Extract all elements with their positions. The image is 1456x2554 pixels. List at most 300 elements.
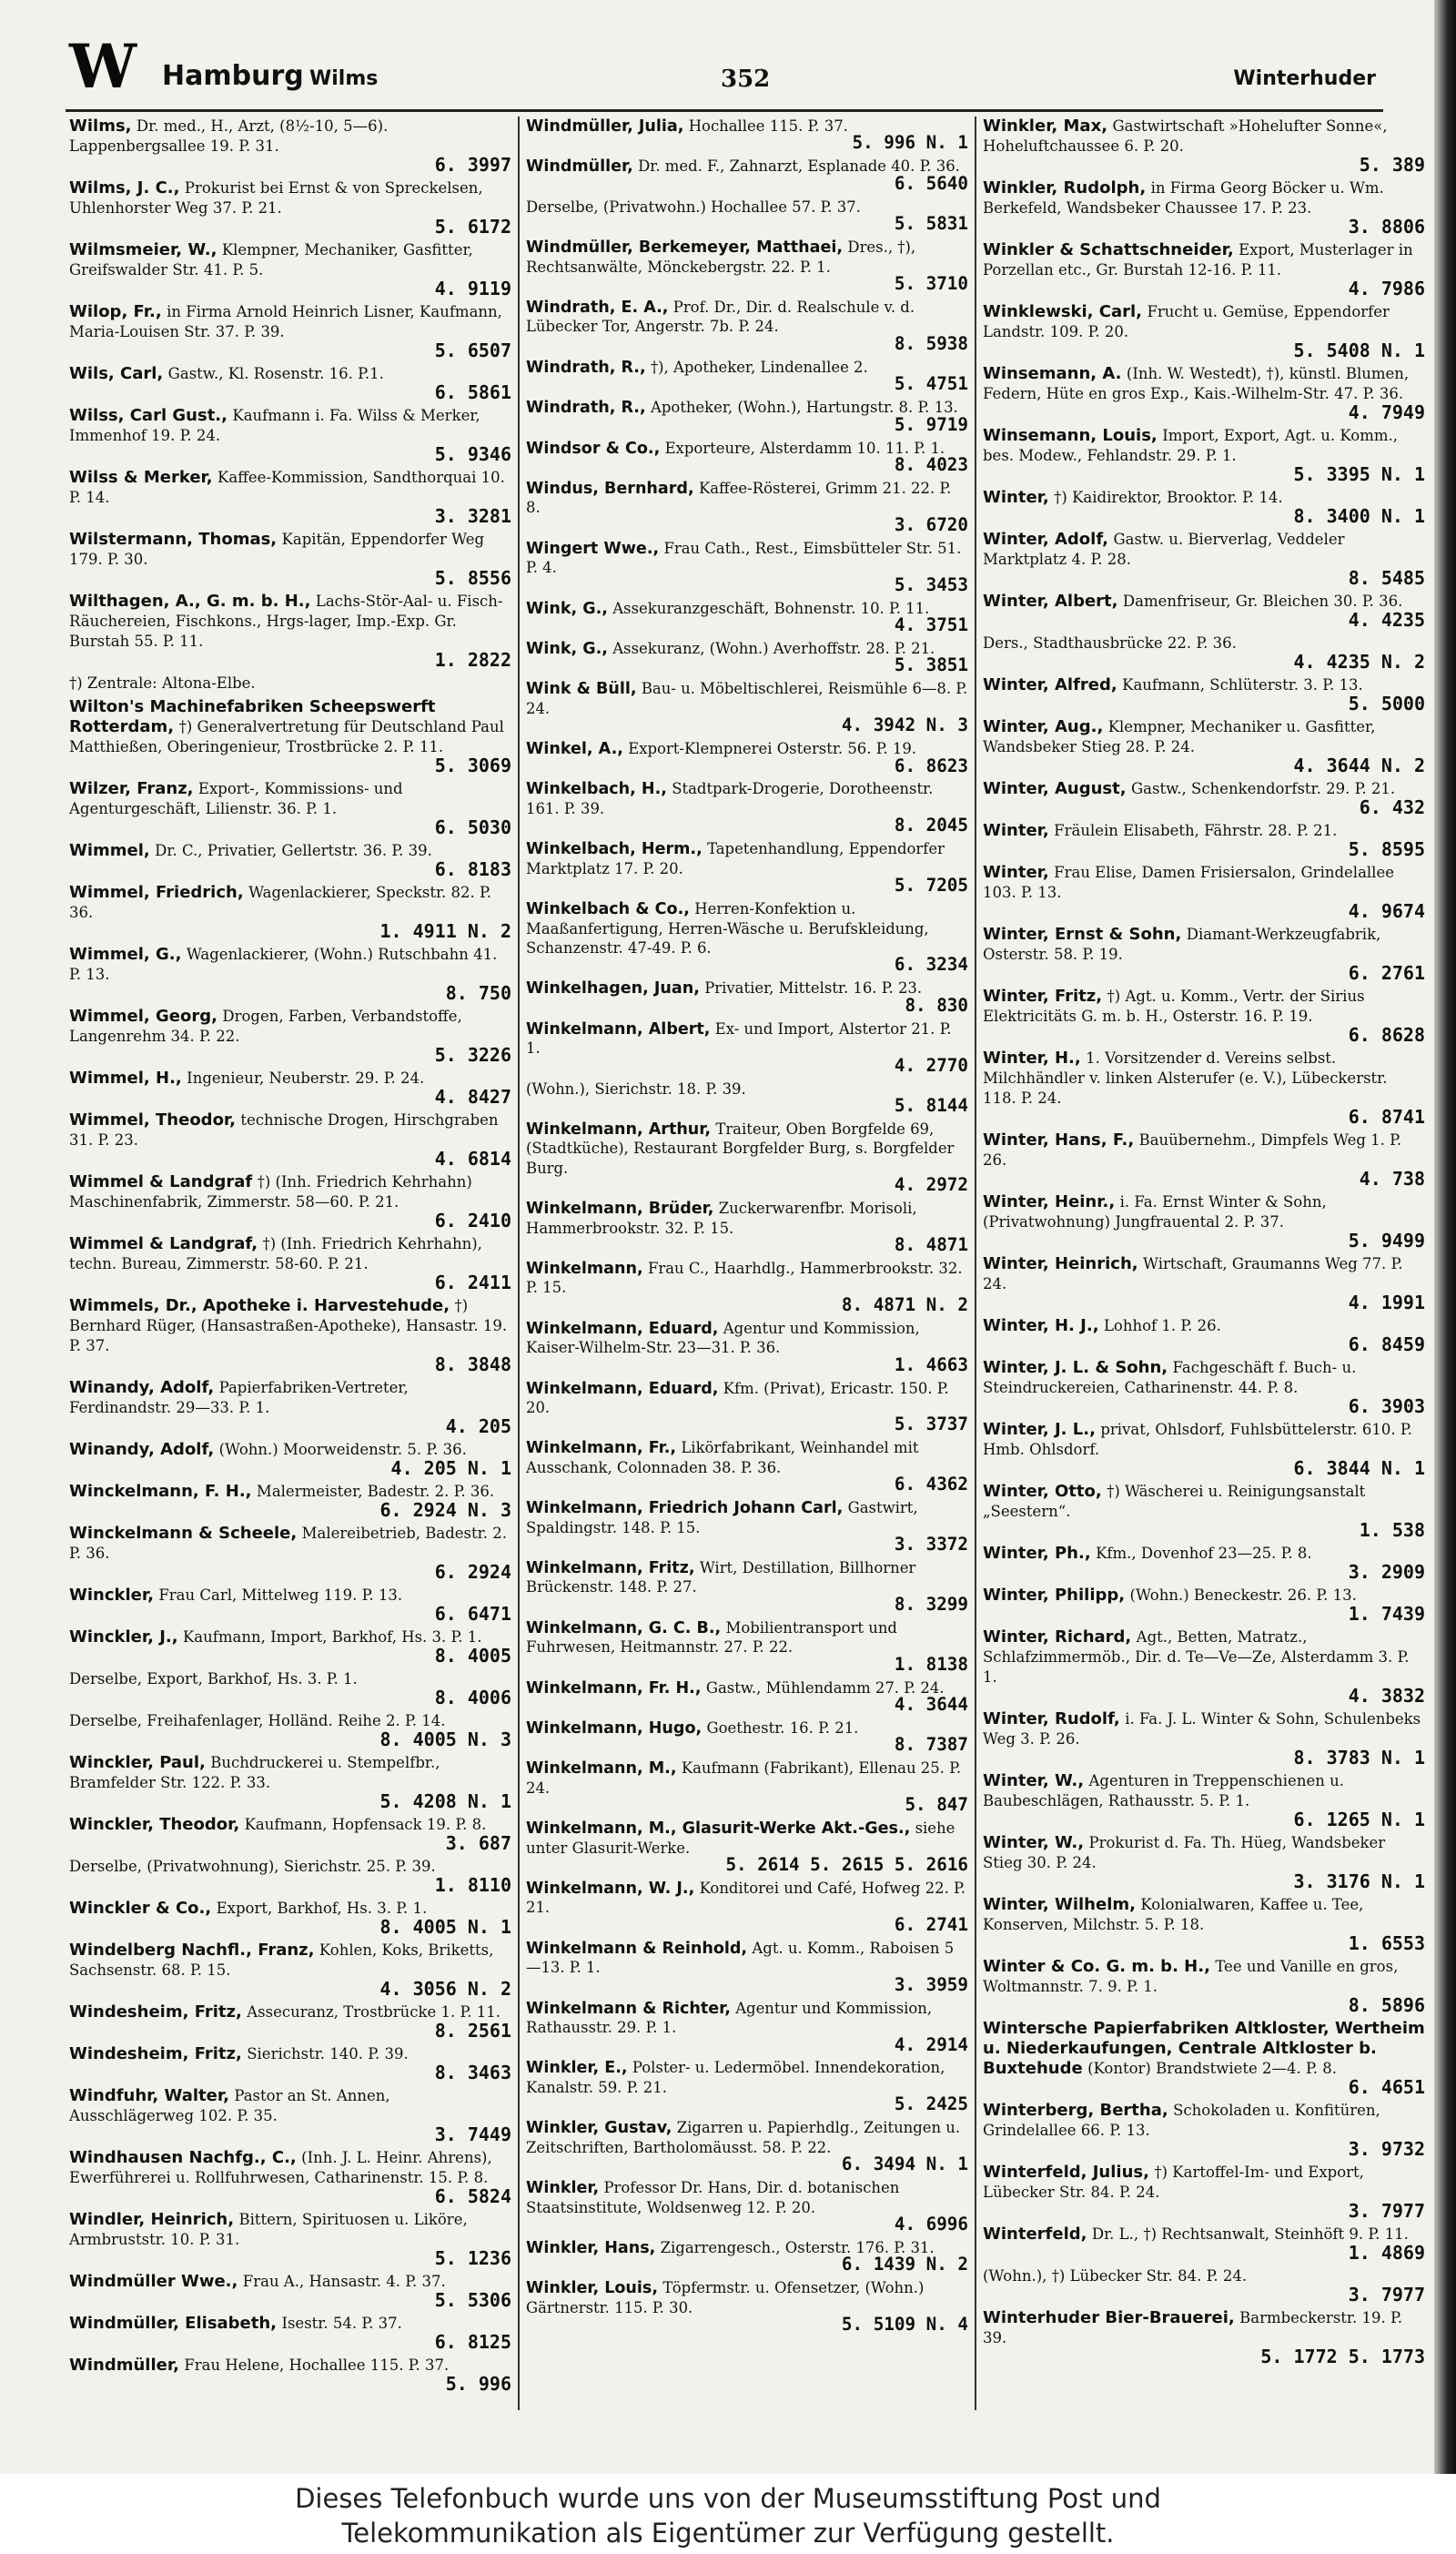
directory-entry bbox=[69, 1234, 511, 1296]
entry-phone: 5. 6507 bbox=[434, 340, 511, 361]
entry-name: Winter, H., bbox=[983, 1049, 1081, 1068]
entry-name: Windrath, R., bbox=[526, 358, 646, 377]
entry-description: Zuckerwarenfbr. Morisoli, Hammerbrookstr. 32. P. 15. bbox=[526, 1200, 917, 1237]
directory-entry bbox=[983, 675, 1425, 717]
entry-name: Winter, Wilhelm, bbox=[983, 1895, 1136, 1914]
directory-entry bbox=[526, 2278, 968, 2338]
entry-phone: 5. 996 bbox=[445, 2373, 511, 2395]
entry-phone: 5. 3737 bbox=[894, 1414, 968, 1435]
column-2 bbox=[526, 117, 968, 2410]
entry-name: Windsor & Co., bbox=[526, 439, 661, 458]
entry-phone: 5. 8595 bbox=[1348, 838, 1425, 860]
entry-phone: 6. 1439 N. 2 bbox=[841, 2254, 968, 2275]
directory-entry bbox=[526, 1120, 968, 1199]
entry-name: Winter, Ernst & Sohn, bbox=[983, 925, 1182, 944]
entry-phone: 1. 4663 bbox=[894, 1353, 968, 1375]
entry-name: Winter, Rudolf, bbox=[983, 1709, 1120, 1728]
entry-name: Wink, G., bbox=[526, 639, 608, 658]
entry-description: Dr. C., Privatier, Gellertstr. 36. P. 39. bbox=[155, 842, 432, 859]
entry-name: Wilzer, Franz, bbox=[69, 779, 194, 798]
entry-name: Windmüller, bbox=[69, 2356, 179, 2375]
entry-name: Winter, August, bbox=[983, 779, 1127, 798]
range-to: Winterhuder bbox=[1233, 67, 1376, 90]
entry-name: Winckelmann & Scheele, bbox=[69, 1524, 298, 1543]
entry-phone: 6. 2410 bbox=[434, 1210, 511, 1231]
entry-name: Winter, Heinr., bbox=[983, 1192, 1116, 1211]
header-rule bbox=[66, 109, 1383, 112]
entry-description: Kaufmann, Hopfensack 19. P. 8. bbox=[244, 1816, 487, 1833]
entry-name: Wingert Wwe., bbox=[526, 539, 660, 558]
entry-description: Agentur und Kommission, Kaiser-Wilhelm-Str. 23—31. P. 36. bbox=[526, 1319, 920, 1357]
directory-entry bbox=[526, 1019, 968, 1079]
directory-entry bbox=[69, 592, 511, 674]
entry-description: Derselbe, (Privatwohn.) Hochallee 57. P. 37. bbox=[526, 198, 861, 216]
scan-edge bbox=[1434, 0, 1456, 2474]
entry-phone: 5. 996 N. 1 bbox=[852, 132, 968, 154]
entry-phone: 1. 4911 N. 2 bbox=[379, 920, 511, 942]
entry-description: Frau Cath., Rest., Eimsbütteler Str. 51. P. 4. bbox=[526, 539, 962, 577]
entry-phone: 4. 205 N. 1 bbox=[390, 1457, 511, 1479]
entry-description: siehe unter Glasurit-Werke. bbox=[526, 1819, 956, 1857]
entry-description: (Wohn.), †) Lübecker Str. 84. P. 24. bbox=[983, 2267, 1248, 2285]
directory-entry bbox=[983, 1627, 1425, 1709]
directory-entry bbox=[983, 925, 1425, 987]
entry-phone: 3. 7977 bbox=[1348, 2200, 1425, 2222]
entry-phone: 5. 3069 bbox=[434, 755, 511, 776]
entry-name: Winter, W., bbox=[983, 1771, 1085, 1790]
entry-name: Wimmel & Landgraf, bbox=[69, 1234, 258, 1253]
entry-name: Windmüller, bbox=[526, 157, 633, 177]
entry-description: Konditorei und Café, Hofweg 22. P. 21. bbox=[526, 1880, 966, 1917]
entry-phone: 5. 9719 bbox=[894, 413, 968, 435]
directory-entry bbox=[526, 839, 968, 899]
entry-name: Winterfeld, Julius, bbox=[983, 2163, 1149, 2182]
directory-entry bbox=[983, 1586, 1425, 1627]
entry-phone: 6. 4362 bbox=[894, 1474, 968, 1495]
entry-name: Winkler, Rudolph, bbox=[983, 178, 1147, 198]
directory-entry bbox=[69, 2272, 511, 2314]
entry-name: Winkelmann, bbox=[526, 1259, 643, 1278]
entry-description: Frau A., Hansastr. 4. P. 37. bbox=[242, 2273, 446, 2290]
directory-entry bbox=[983, 1049, 1425, 1130]
entry-phone: 8. 2561 bbox=[434, 2020, 511, 2042]
directory-entry bbox=[69, 779, 511, 841]
directory-entry bbox=[983, 779, 1425, 821]
directory-entry bbox=[69, 240, 511, 302]
entry-name: Windus, Bernhard, bbox=[526, 479, 694, 498]
entry-phone: 3. 8806 bbox=[1348, 216, 1425, 238]
entry-phone: 4. 3056 N. 2 bbox=[379, 1978, 511, 2000]
entry-description: Kolonialwaren, Kaffee u. Tee, Konserven, Milchstr. 5. P. 18. bbox=[983, 1896, 1364, 1933]
entry-phone: 5. 5109 N. 4 bbox=[841, 2314, 968, 2336]
entry-phone: 4. 3832 bbox=[1348, 1685, 1425, 1707]
entry-phone: 3. 6720 bbox=[894, 513, 968, 535]
column-3 bbox=[983, 117, 1425, 2410]
entry-name: Winkelmann, W. J., bbox=[526, 1880, 695, 1898]
entry-name: Winkelbach & Co., bbox=[526, 900, 690, 919]
directory-entry bbox=[69, 697, 511, 779]
entry-description: Dr. med., H., Arzt, (8½-10, 5—6). Lappenbergsallee 19. P. 31. bbox=[69, 117, 389, 155]
entry-description: †), Apotheker, Lindenallee 2. bbox=[650, 358, 868, 376]
entry-name: Wimmel, Theodor, bbox=[69, 1110, 237, 1130]
entry-description: Export-, Kommissions- und Agenturgeschäft, Lilienstr. 36. P. 1. bbox=[69, 780, 403, 817]
entry-phone: 1. 8138 bbox=[894, 1653, 968, 1675]
entry-description: Gastw., Schenkendorfstr. 29. P. 21. bbox=[1131, 780, 1396, 797]
entry-name: Windesheim, Fritz, bbox=[69, 2044, 242, 2063]
entry-phone: 8. 2045 bbox=[894, 815, 968, 836]
entry-phone: 3. 7449 bbox=[434, 2123, 511, 2145]
entry-description: Isestr. 54. P. 37. bbox=[281, 2315, 402, 2332]
directory-entry bbox=[983, 633, 1425, 675]
entry-name: Winter, Adolf, bbox=[983, 530, 1109, 549]
directory-entry bbox=[526, 1939, 968, 1999]
entry-phone: 8. 3848 bbox=[434, 1353, 511, 1375]
directory-entry bbox=[69, 1711, 511, 1753]
directory-entry bbox=[69, 945, 511, 1007]
directory-entry bbox=[526, 1199, 968, 1259]
entry-description: †) Agt. u. Komm., Vertr. der Sirius Elektricitäts G. m. b. H., Osterstr. 16. P. 19. bbox=[983, 988, 1365, 1025]
entry-phone: 6. 4651 bbox=[1348, 2076, 1425, 2098]
entry-name: Winkelmann, Fr., bbox=[526, 1439, 677, 1458]
entry-description: i. Fa. Ernst Winter & Sohn, (Privatwohnung) Jungfrauental 2. P. 37. bbox=[983, 1193, 1327, 1231]
entry-name: Winterfeld, bbox=[983, 2225, 1087, 2244]
entry-phone: 4. 3942 N. 3 bbox=[841, 715, 968, 736]
entry-name: Winkelbach, H., bbox=[526, 780, 667, 799]
entry-description: Wagenlackierer, (Wohn.) Rutschbahn 41. P. 13. bbox=[69, 946, 498, 983]
entry-description: †) Generalvertretung für Deutschland Paul Matthießen, Oberingenieur, Trostbrücke 2. P. 11. bbox=[69, 718, 504, 755]
entry-description: Kaufmann i. Fa. Wilss & Merker, Immenhof 19. P. 24. bbox=[69, 407, 480, 444]
entry-description: Stadtpark-Drogerie, Dorotheenstr. 161. P. 39. bbox=[526, 780, 934, 817]
entry-description: Kaufmann (Fabrikant), Ellenau 25. P. 24. bbox=[526, 1759, 962, 1797]
directory-entry bbox=[526, 599, 968, 639]
entry-description: Herren-Konfektion u. Maaßanfertigung, Herren-Wäsche u. Berufskleidung, Schanzenstr. 47-49. P. 6. bbox=[526, 900, 929, 957]
entry-phone: 6. 8628 bbox=[1348, 1024, 1425, 1046]
entry-name: Wimmel & Landgraf bbox=[69, 1172, 253, 1191]
directory-entry bbox=[526, 1379, 968, 1439]
entry-phone: 3. 9732 bbox=[1348, 2138, 1425, 2160]
entry-name: Winter, Richard, bbox=[983, 1627, 1132, 1647]
entry-name: Wimmel, G., bbox=[69, 945, 182, 964]
entry-phone: 8. 4006 bbox=[434, 1687, 511, 1708]
entry-phone: 5. 389 bbox=[1359, 154, 1425, 176]
directory-entry bbox=[526, 1618, 968, 1678]
entry-description: Derselbe, Freihafenlager, Holländ. Reihe 2. P. 14. bbox=[69, 1712, 446, 1729]
entry-description: Prof. Dr., Dir. d. Realschule v. d. Lübecker Tor, Angerstr. 7b. P. 24. bbox=[526, 298, 915, 336]
entry-phone: 4. 3644 N. 2 bbox=[1293, 755, 1425, 776]
entry-phone: 6. 1265 N. 1 bbox=[1293, 1809, 1425, 1830]
entry-description: Malereibetrieb, Badestr. 2. P. 36. bbox=[69, 1525, 507, 1562]
column-divider bbox=[975, 117, 976, 2410]
entry-phone: 5. 9346 bbox=[434, 443, 511, 465]
entry-phone: 8. 4023 bbox=[894, 453, 968, 475]
entry-name: Wilop, Fr., bbox=[69, 302, 162, 321]
directory-entry bbox=[983, 821, 1425, 863]
entry-description: Goethestr. 16. P. 21. bbox=[706, 1719, 859, 1737]
entry-phone: 1. 4869 bbox=[1348, 2242, 1425, 2264]
entry-name: Winter, Fritz, bbox=[983, 987, 1103, 1006]
entry-phone: 6. 3494 N. 1 bbox=[841, 2154, 968, 2175]
entry-phone: 8. 3299 bbox=[894, 1593, 968, 1615]
entry-description: †) Kartoffel-Im- und Export, Lübecker Str. 84. P. 24. bbox=[983, 2164, 1364, 2201]
entry-phone: 4. 7949 bbox=[1348, 401, 1425, 423]
entry-name: Wilthagen, A., G. m. b. H., bbox=[69, 592, 311, 611]
entry-description: Prokurist bei Ernst & von Spreckelsen, Uhlenhorster Weg 37. P. 21. bbox=[69, 179, 483, 217]
entry-name: Winkelmann, Eduard, bbox=[526, 1319, 719, 1338]
entry-name: Winkelmann, Arthur, bbox=[526, 1120, 712, 1139]
entry-description: (Inh. J. L. Heinr. Ahrens), Ewerführerei u. Rollfuhrwesen, Catharinenstr. 15. P. 8. bbox=[69, 2149, 492, 2186]
directory-entry bbox=[983, 1316, 1425, 1358]
entry-name: Winsemann, A. bbox=[983, 364, 1122, 383]
directory-entry bbox=[983, 178, 1425, 240]
entry-description: Wagenlackierer, Speckstr. 82. P. 36. bbox=[69, 884, 492, 921]
entry-name: Winkelmann, Brüder, bbox=[526, 1200, 714, 1219]
directory-entry bbox=[69, 1524, 511, 1586]
entry-name: Winkler, Gustav, bbox=[526, 2119, 672, 2138]
entry-phone: 6. 8459 bbox=[1348, 1333, 1425, 1355]
entry-phone: 8. 750 bbox=[445, 982, 511, 1004]
entry-description: (Wohn.) Beneckestr. 26. P. 13. bbox=[1129, 1586, 1357, 1604]
directory-entry bbox=[526, 479, 968, 539]
directory-entry bbox=[526, 2058, 968, 2118]
entry-phone: 5. 4208 N. 1 bbox=[379, 1790, 511, 1812]
entry-name: Winter, Philipp, bbox=[983, 1586, 1126, 1605]
entry-phone: 5. 5408 N. 1 bbox=[1293, 340, 1425, 361]
entry-phone: 1. 7439 bbox=[1348, 1603, 1425, 1625]
directory-entry bbox=[69, 1669, 511, 1711]
footer-note bbox=[0, 2474, 1456, 2554]
directory-entry bbox=[983, 1130, 1425, 1192]
entry-name: Winter, Hans, F., bbox=[983, 1130, 1135, 1150]
entry-name: Windfuhr, Walter, bbox=[69, 2086, 229, 2105]
entry-phone: 5. 3453 bbox=[894, 573, 968, 595]
entry-name: Winkler & Schattschneider, bbox=[983, 240, 1234, 259]
entry-name: Winsemann, Louis, bbox=[983, 426, 1158, 445]
entry-name: Winkelmann, M., Glasurit-Werke Akt.-Ges., bbox=[526, 1819, 911, 1839]
directory-entry bbox=[983, 1358, 1425, 1420]
entry-phone: 5. 5000 bbox=[1348, 693, 1425, 715]
directory-entry bbox=[69, 1941, 511, 2002]
entry-phone: 3. 3281 bbox=[434, 505, 511, 527]
directory-entry bbox=[983, 302, 1425, 364]
directory-entry bbox=[69, 2044, 511, 2086]
directory-entry bbox=[69, 364, 511, 406]
entry-name: Winkelmann & Reinhold, bbox=[526, 1939, 748, 1958]
directory-entry bbox=[526, 117, 968, 157]
entry-name: Wimmel, H., bbox=[69, 1069, 182, 1088]
directory-entry bbox=[983, 1482, 1425, 1544]
entry-phone: 6. 5030 bbox=[434, 816, 511, 838]
entry-phone: 6. 2924 bbox=[434, 1561, 511, 1583]
entry-description: Barmbeckerstr. 19. P. 39. bbox=[983, 2309, 1402, 2346]
entry-description: Kaffee-Kommission, Sandthorquai 10. P. 14. bbox=[69, 469, 505, 506]
entry-phone: 8. 4871 bbox=[894, 1234, 968, 1255]
entry-phone: 6. 3844 N. 1 bbox=[1293, 1457, 1425, 1479]
entry-phone: 4. 4235 N. 2 bbox=[1293, 651, 1425, 673]
entry-description: Ingenieur, Neuberstr. 29. P. 24. bbox=[187, 1069, 425, 1087]
entry-description: Buchdruckerei u. Stempelfbr., Bramfelder Str. 122. P. 33. bbox=[69, 1754, 440, 1791]
entry-description: Mobilientransport und Fuhrwesen, Heitmannstr. 27. P. 22. bbox=[526, 1618, 897, 1657]
entry-description: Töpfermstr. u. Ofensetzer, (Wohn.) Gärtnerstr. 115. P. 30. bbox=[526, 2279, 925, 2316]
entry-description: Agenturen in Treppenschienen u. Baubeschlägen, Rathausstr. 5. P. 1. bbox=[983, 1772, 1344, 1809]
entry-name: Winkler, Max, bbox=[983, 117, 1108, 136]
entry-phone: 4. 4235 bbox=[1348, 609, 1425, 631]
directory-entry bbox=[526, 1558, 968, 1618]
directory-entry bbox=[983, 1957, 1425, 2019]
entry-name: Winkelmann, Friedrich Johann Carl, bbox=[526, 1499, 844, 1518]
directory-entry bbox=[983, 240, 1425, 302]
entry-name: Winckelmann, F. H., bbox=[69, 1482, 252, 1501]
directory-entry bbox=[526, 1999, 968, 2059]
entry-description: †) Wäscherei u. Reinigungsanstalt „Seestern“. bbox=[983, 1483, 1366, 1520]
directory-entry bbox=[69, 1378, 511, 1440]
entry-phone: 4. 6814 bbox=[434, 1148, 511, 1170]
footer-line-2: Telekommunikation als Eigentümer zur Verfügung gestellt. bbox=[341, 2518, 1115, 2549]
section-letter: W bbox=[69, 31, 137, 102]
entry-phone: 6. 8125 bbox=[434, 2331, 511, 2353]
entry-description: Kaufmann, Schlüterstr. 3. P. 13. bbox=[1122, 676, 1363, 694]
entry-description: Exporteure, Alsterdamm 10. 11. P. 1. bbox=[664, 439, 945, 457]
entry-phone: 5. 1772 5. 1773 bbox=[1260, 2346, 1425, 2367]
directory-entry bbox=[526, 298, 968, 358]
directory-entry bbox=[526, 2118, 968, 2178]
entry-name: Wils, Carl, bbox=[69, 364, 164, 383]
entry-description: privat, Ohlsdorf, Fuhlsbüttelerstr. 610. P. Hmb. Ohlsdorf. bbox=[983, 1421, 1412, 1458]
entry-name: Wilmsmeier, W., bbox=[69, 240, 217, 259]
entry-description: Frau C., Haarhdlg., Hammerbrookstr. 32. P. 15. bbox=[526, 1259, 963, 1297]
entry-phone: 4. 2914 bbox=[894, 2033, 968, 2055]
directory-entry bbox=[526, 2178, 968, 2238]
entry-name: Winckler & Co., bbox=[69, 1899, 212, 1918]
entry-description: Agt., Betten, Matratz., Schlafzimmermöb., Dir. d. Te—Ve—Ze, Alsterdamm 3. P. 1. bbox=[983, 1628, 1410, 1686]
entry-phone: 1. 8110 bbox=[434, 1874, 511, 1896]
entry-description: Frau Carl, Mittelweg 119. P. 13. bbox=[158, 1586, 403, 1604]
directory-entry bbox=[526, 978, 968, 1019]
entry-phone: 4. 205 bbox=[445, 1415, 511, 1437]
entry-description: Kohlen, Koks, Briketts, Sachsenstr. 68. P. 15. bbox=[69, 1941, 494, 1979]
directory-entry bbox=[983, 2266, 1425, 2308]
directory-entry bbox=[526, 679, 968, 739]
entry-name: Winckler, bbox=[69, 1586, 154, 1605]
entry-description: Fräulein Elisabeth, Fährstr. 28. P. 21. bbox=[1054, 822, 1338, 839]
footer-line-1: Dieses Telefonbuch wurde uns von der Museumsstiftung Post und bbox=[295, 2483, 1161, 2514]
directory-entry bbox=[69, 2210, 511, 2272]
entry-phone: 5. 847 bbox=[905, 1794, 968, 1816]
entry-description: Kfm., Dovenhof 23—25. P. 8. bbox=[1096, 1545, 1312, 1562]
range-from: Wilms bbox=[309, 67, 379, 90]
directory-entry bbox=[526, 439, 968, 479]
directory-entry bbox=[69, 406, 511, 468]
entry-description: Ex- und Import, Alstertor 21. P. 1. bbox=[526, 1019, 952, 1058]
entry-description: Likörfabrikant, Weinhandel mit Ausschank, Colonnaden 38. P. 36. bbox=[526, 1439, 919, 1476]
entry-name: Wimmel, Georg, bbox=[69, 1007, 217, 1026]
entry-description: Damenfriseur, Gr. Bleichen 30. P. 36. bbox=[1122, 593, 1403, 610]
entry-description: Export, Musterlager in Porzellan etc., Gr. Burstah 12-16. P. 11. bbox=[983, 241, 1413, 279]
entry-phone: 4. 9674 bbox=[1348, 900, 1425, 922]
entry-phone: 8. 830 bbox=[905, 994, 968, 1016]
entry-description: Zigarren u. Papierhdlg., Zeitungen u. Zeitschriften, Bartholomäusst. 58. P. 22. bbox=[526, 2119, 961, 2156]
directory-entry bbox=[69, 530, 511, 592]
directory-entry bbox=[69, 1069, 511, 1110]
entry-phone: 8. 4871 N. 2 bbox=[841, 1293, 968, 1315]
entry-description: Papierfabriken-Vertreter, Ferdinandstr. 29—33. P. 1. bbox=[69, 1379, 409, 1416]
entry-description: Pastor an St. Annen, Ausschlägerweg 102. P. 35. bbox=[69, 2087, 390, 2124]
directory-entry bbox=[526, 238, 968, 298]
entry-description: Privatier, Mittelstr. 16. P. 23. bbox=[704, 979, 923, 998]
directory-entry bbox=[983, 863, 1425, 925]
entry-description: Frucht u. Gemüse, Eppendorfer Landstr. 109. P. 20. bbox=[983, 303, 1390, 340]
directory-entry bbox=[69, 2314, 511, 2356]
entry-phone: 6. 432 bbox=[1359, 796, 1425, 818]
directory-entry bbox=[69, 2148, 511, 2210]
directory-entry bbox=[983, 1254, 1425, 1316]
directory-entry bbox=[69, 1857, 511, 1899]
entry-description: Tee und Vanille en gros, Woltmannstr. 7. 9. P. 1. bbox=[983, 1958, 1399, 1995]
entry-name: Winter, Aug., bbox=[983, 717, 1104, 736]
directory-entry bbox=[69, 2356, 511, 2397]
entry-phone: 6. 2741 bbox=[894, 1913, 968, 1935]
entry-name: Winkelhagen, Juan, bbox=[526, 979, 700, 998]
entry-name: Winkelmann & Richter, bbox=[526, 1999, 731, 2018]
directory-entry bbox=[983, 2308, 1425, 2370]
entry-name: Wink & Büll, bbox=[526, 680, 637, 699]
entry-name: Wilss, Carl Gust., bbox=[69, 406, 228, 425]
entry-description: Lachs-Stör-Aal- u. Fisch-Räuchereien, Fischkons., Hrgs-lager, Imp.-Exp. Gr. Burstah 55. P. 11. bbox=[69, 593, 503, 650]
entry-phone: 4. 7986 bbox=[1348, 278, 1425, 299]
entry-description: Ders., Stadthausbrücke 22. P. 36. bbox=[983, 634, 1237, 652]
entry-description: Derselbe, Export, Barkhof, Hs. 3. P. 1. bbox=[69, 1670, 358, 1687]
entry-phone: 8. 5896 bbox=[1348, 1994, 1425, 2016]
entry-description: Wirtschaft, Graumanns Weg 77. P. 24. bbox=[983, 1255, 1403, 1292]
page-header bbox=[66, 31, 1376, 106]
entry-description: Prokurist d. Fa. Th. Hüeg, Wandsbeker Stieg 30. P. 24. bbox=[983, 1834, 1386, 1871]
entry-description: Assekuranz, (Wohn.) Averhoffstr. 28. P. 21. bbox=[612, 639, 935, 657]
directory-entry bbox=[983, 1544, 1425, 1586]
directory-entry bbox=[983, 2163, 1425, 2225]
entry-description: (Inh. W. Westedt), †), künstl. Blumen, Federn, Hüte en gros Exp., Kais.-Wilhelm-Str. 47. P. 36. bbox=[983, 365, 1410, 402]
entry-phone: 6. 2924 N. 3 bbox=[379, 1499, 511, 1521]
entry-name: Winter, Albert, bbox=[983, 592, 1118, 611]
entry-description: Gastw., Mühlendamm 27. P. 24. bbox=[705, 1678, 945, 1697]
entry-name: Winandy, Adolf, bbox=[69, 1378, 215, 1397]
entry-phone: 5. 3851 bbox=[894, 654, 968, 676]
entry-name: Winkler, bbox=[526, 2179, 600, 2198]
entry-description: Dr. med. F., Zahnarzt, Esplanade 40. P. 36. bbox=[638, 157, 960, 176]
directory-entry bbox=[526, 1319, 968, 1379]
entry-name: Windmüller Wwe., bbox=[69, 2272, 238, 2291]
entry-phone: 8. 4005 N. 3 bbox=[379, 1728, 511, 1750]
entry-phone: 6. 5640 bbox=[894, 172, 968, 194]
directory-entry bbox=[983, 1192, 1425, 1254]
entry-phone: 6. 2411 bbox=[434, 1272, 511, 1293]
entry-name: Winklewski, Carl, bbox=[983, 302, 1143, 321]
directory-entry bbox=[983, 117, 1425, 178]
entry-description: Dr. L., †) Rechtsanwalt, Steinhöft 9. P. 11. bbox=[1091, 2225, 1409, 2243]
entry-phone: 5. 9499 bbox=[1348, 1230, 1425, 1252]
directory-entry bbox=[526, 539, 968, 599]
directory-entry bbox=[69, 1899, 511, 1941]
entry-description: Agentur und Kommission, Rathausstr. 29. P. 1. bbox=[526, 1999, 933, 2037]
entry-name: Wintersche Papierfabriken Altkloster, Wertheim u. Niederkaufungen, Centrale Altkloster b. Buxtehude bbox=[983, 2019, 1425, 2078]
entry-phone: 4. 9119 bbox=[434, 278, 511, 299]
directory-entry bbox=[983, 426, 1425, 488]
entry-phone: 5. 8144 bbox=[894, 1094, 968, 1116]
entry-phone: 3. 2909 bbox=[1348, 1561, 1425, 1583]
entry-phone: 6. 3234 bbox=[894, 954, 968, 976]
directory-entry bbox=[526, 639, 968, 679]
directory-entry bbox=[983, 592, 1425, 633]
entry-phone: 5. 7205 bbox=[894, 875, 968, 897]
entry-description: Bauübernehm., Dimpfels Weg 1. P. 26. bbox=[983, 1131, 1402, 1169]
